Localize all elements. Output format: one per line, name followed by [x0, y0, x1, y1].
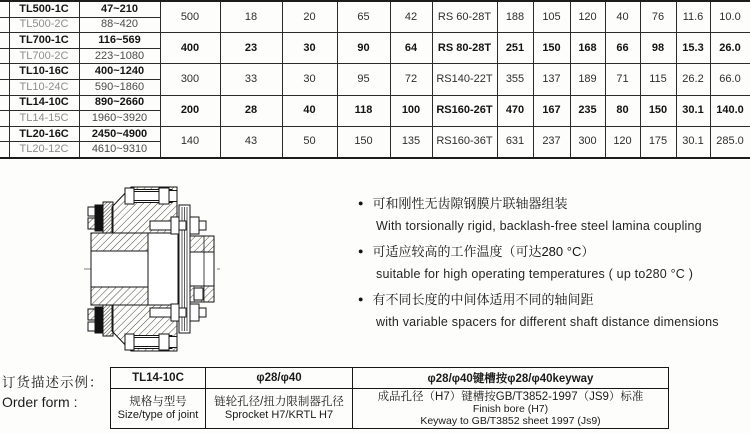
bullet-icon: ● — [358, 294, 364, 304]
coupling-section-drawing — [78, 176, 226, 360]
spec-value-cell: 40 — [605, 1, 640, 33]
torque-range-cell: 1960~3920 — [79, 111, 160, 127]
spec-value-cell: 28 — [220, 95, 282, 126]
spec-value-cell: 66.0 — [710, 64, 750, 95]
torque-range-cell: 590~1860 — [79, 79, 160, 95]
spec-value-cell: 168 — [570, 33, 605, 64]
spec-value-cell: 30.1 — [676, 126, 710, 158]
order-desc-en: Finish bore (H7) — [472, 403, 549, 415]
cut-column-cell — [0, 126, 9, 142]
order-desc-zh: 规格与型号 — [129, 396, 187, 408]
left-hub — [91, 233, 148, 305]
sprocket-chain-cell: RS160-36T — [432, 126, 497, 158]
spec-value-cell: 23 — [220, 33, 282, 64]
cut-column-cell — [0, 33, 9, 49]
spec-value-cell: 18 — [220, 1, 282, 33]
spec-value-cell: 400 — [160, 33, 220, 64]
spec-value-cell: 98 — [640, 33, 676, 64]
torque-range-cell: 88~420 — [79, 17, 160, 33]
cut-column-cell — [0, 17, 9, 33]
sprocket-chain-top — [88, 202, 113, 233]
order-desc-en: Size/type of joint — [117, 409, 199, 421]
spec-value-cell: 118 — [337, 95, 390, 126]
spec-value-cell: 30.1 — [676, 95, 710, 126]
order-desc-en: Sprocket H7/KRTL H7 — [224, 409, 334, 421]
order-form-label-zh: 订货描述示例： — [2, 375, 104, 390]
model-cell: TL10-24C — [9, 79, 79, 95]
spec-value-cell: 76 — [640, 1, 676, 33]
spec-value-cell: 140.0 — [710, 95, 750, 126]
model-cell: TL14-15C — [9, 111, 79, 127]
order-desc-cell — [353, 389, 669, 429]
torque-range-cell: 890~2660 — [79, 95, 160, 111]
spec-value-cell: 20 — [282, 1, 337, 33]
spec-value-cell: 300 — [160, 64, 220, 95]
order-example-row — [111, 368, 669, 389]
bullet-icon: ● — [358, 246, 364, 256]
feature-zh — [358, 288, 748, 311]
spec-value-cell: 120 — [605, 126, 640, 158]
model-cell: TL500-2C — [9, 17, 79, 33]
cut-column-cell — [0, 48, 9, 64]
spec-value-cell: 115 — [640, 64, 676, 95]
top-bolt — [125, 188, 177, 204]
spec-value-cell: 50 — [282, 126, 337, 158]
order-desc-cell — [111, 389, 206, 429]
spec-value-cell: 200 — [160, 95, 220, 126]
table-row — [0, 126, 750, 142]
table-row — [0, 64, 750, 80]
spec-value-cell: 26.2 — [676, 64, 710, 95]
feature-list — [358, 192, 748, 336]
feature-item — [358, 240, 748, 286]
cut-column-cell — [0, 142, 9, 158]
feature-item — [358, 288, 748, 334]
spec-value-cell: 64 — [390, 33, 432, 64]
torque-range-cell: 2450~4900 — [79, 126, 160, 142]
spec-value-cell: 33 — [220, 64, 282, 95]
torque-range-cell: 116~569 — [79, 33, 160, 49]
spec-value-cell: 150 — [337, 126, 390, 158]
model-cell: TL700-1C — [9, 33, 79, 49]
cut-column-cell — [0, 1, 9, 17]
coupling-spec-table — [0, 0, 750, 159]
spec-value-cell: 470 — [497, 95, 533, 126]
spec-value-cell: 237 — [533, 126, 570, 158]
sprocket-chain-bottom — [88, 305, 113, 336]
spec-value-cell: 26.0 — [710, 33, 750, 64]
torque-range-cell: 223~1080 — [79, 48, 160, 64]
spec-value-cell: 90 — [337, 33, 390, 64]
spec-value-cell: 167 — [533, 95, 570, 126]
spec-value-cell: 100 — [390, 95, 432, 126]
bullet-icon: ● — [358, 198, 364, 208]
spec-value-cell: 42 — [390, 1, 432, 33]
spec-value-cell: 500 — [160, 1, 220, 33]
spec-value-cell: 355 — [497, 64, 533, 95]
order-desc-zh: 链轮孔径/扭力限制器孔径 — [214, 396, 344, 408]
feature-zh-text: 有不同长度的中间体适用不同的轴间距 — [372, 292, 594, 307]
order-form-label-en: Order form : — [2, 394, 78, 410]
spec-value-cell: 15.3 — [676, 33, 710, 64]
sprocket-chain-cell: RS160-26T — [432, 95, 497, 126]
feature-en-text: with variable spacers for different shaft distance dimensions — [376, 315, 719, 329]
order-form-label — [2, 373, 108, 413]
spec-value-cell: 66 — [605, 33, 640, 64]
torque-range-cell: 400~1240 — [79, 64, 160, 80]
spec-value-cell: 71 — [605, 64, 640, 95]
spec-value-cell: 105 — [533, 1, 570, 33]
spec-value-cell: 150 — [533, 33, 570, 64]
spec-value-cell: 150 — [640, 95, 676, 126]
order-desc-zh: 成品孔径（H7）键槽按GB/T3852-1997（JS9）标准 — [377, 391, 644, 403]
spec-value-cell: 120 — [570, 1, 605, 33]
feature-en-text: With torsionally rigid, backlash-free steel lamina coupling — [376, 219, 702, 233]
spec-value-cell: 40 — [282, 95, 337, 126]
bottom-bolt — [125, 334, 177, 350]
spec-value-cell: 631 — [497, 126, 533, 158]
spec-value-cell: 135 — [390, 126, 432, 158]
order-example-cell: TL14-10C — [111, 368, 206, 389]
spec-value-cell: 72 — [390, 64, 432, 95]
torque-range-cell: 4610~9310 — [79, 142, 160, 158]
right-hub — [190, 236, 214, 302]
spec-value-cell: 300 — [570, 126, 605, 158]
feature-en-text: suitable for high operating temperatures ( up to280 °C ) — [376, 267, 694, 281]
table-row — [0, 33, 750, 49]
sprocket-chain-cell: RS 60-28T — [432, 1, 497, 33]
cut-column-cell — [0, 111, 9, 127]
order-example-cell: φ28/φ40 — [206, 368, 353, 389]
spec-value-cell: 189 — [570, 64, 605, 95]
spec-value-cell: 11.6 — [676, 1, 710, 33]
spec-value-cell: 235 — [570, 95, 605, 126]
order-desc-cell — [206, 389, 353, 429]
coupling-drawing-svg — [78, 176, 226, 360]
cut-column-cell — [0, 79, 9, 95]
order-desc-en2: Keyway to GB/T3852 sheet 1997 (Js9) — [420, 414, 601, 427]
spec-value-cell: 137 — [533, 64, 570, 95]
spec-value-cell: 251 — [497, 33, 533, 64]
spec-value-cell: 30 — [282, 33, 337, 64]
feature-item — [358, 192, 748, 238]
cut-column-cell — [0, 64, 9, 80]
spec-value-cell: 43 — [220, 126, 282, 158]
spec-value-cell: 140 — [160, 126, 220, 158]
spec-value-cell: 80 — [605, 95, 640, 126]
table-row — [0, 1, 750, 17]
sprocket-chain-cell: RS 80-28T — [432, 33, 497, 64]
spec-value-cell: 30 — [282, 64, 337, 95]
feature-zh-text: 可适应较高的工作温度（可达280 °C） — [372, 244, 595, 259]
feature-zh — [358, 192, 748, 215]
model-cell: TL14-10C — [9, 95, 79, 111]
model-cell: TL10-16C — [9, 64, 79, 80]
spec-value-cell: 285.0 — [710, 126, 750, 158]
spec-value-cell: 10.0 — [710, 1, 750, 33]
spec-value-cell: 175 — [640, 126, 676, 158]
feature-zh-text: 可和刚性无齿隙钢膜片联轴器组装 — [372, 196, 568, 211]
spec-value-cell: 65 — [337, 1, 390, 33]
spec-value-cell: 95 — [337, 64, 390, 95]
spec-value-cell: 188 — [497, 1, 533, 33]
torque-range-cell: 47~210 — [79, 1, 160, 17]
order-desc-row — [111, 389, 669, 429]
model-cell: TL20-12C — [9, 142, 79, 158]
table-row — [0, 95, 750, 111]
model-cell: TL500-1C — [9, 1, 79, 17]
model-cell: TL20-16C — [9, 126, 79, 142]
order-example-cell: φ28/φ40键槽按φ28/φ40keyway — [353, 368, 669, 389]
cut-column-cell — [0, 95, 9, 111]
sprocket-chain-cell: RS140-22T — [432, 64, 497, 95]
feature-zh — [358, 240, 748, 263]
model-cell: TL700-2C — [9, 48, 79, 64]
order-form-table — [110, 367, 669, 429]
